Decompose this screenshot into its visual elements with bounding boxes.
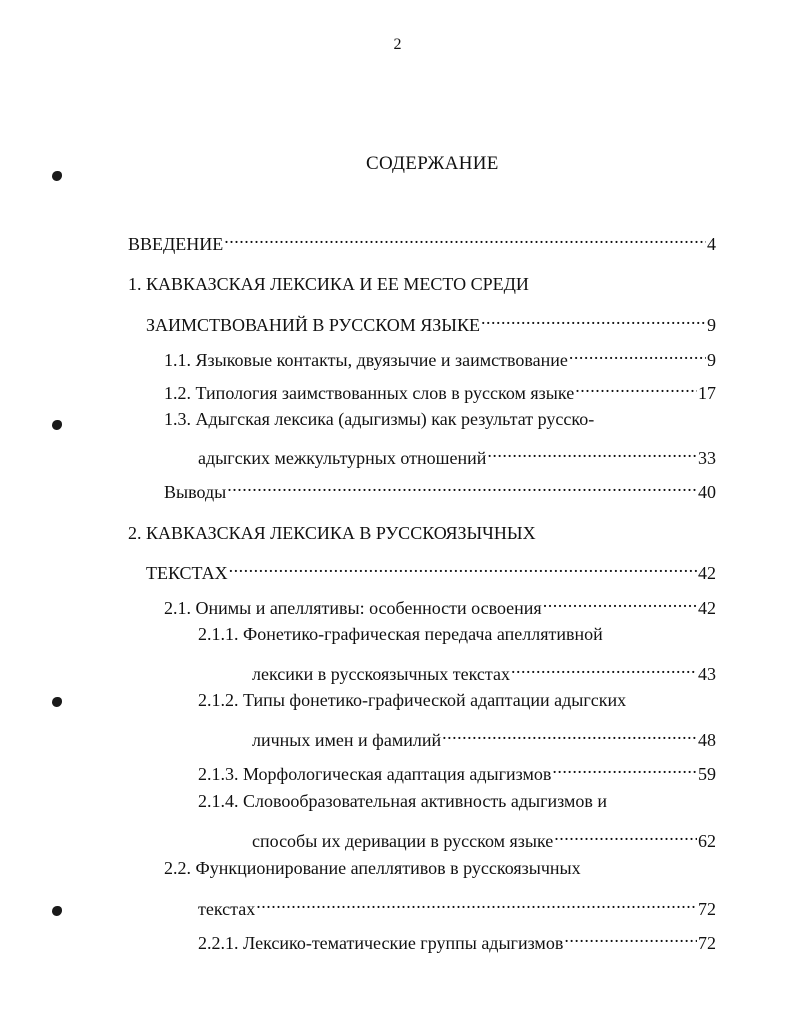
scan-mark	[52, 906, 62, 916]
toc-entry-2-2: текстах ..... 72	[198, 889, 716, 915]
toc-entry-1-3: адыгских межкультурных отношений ..... 33	[198, 438, 716, 464]
toc-entry-2-1-4: способы их деривации в русском языке ..... 62	[252, 821, 716, 847]
scan-mark	[52, 697, 62, 707]
scan-mark	[52, 420, 62, 430]
toc-entry-chapter-1: ЗАИМСТВОВАНИЙ В РУССКОМ ЯЗЫКЕ ..... 9	[146, 305, 716, 331]
toc-entry-2-1-1: лексики в русскоязычных текстах ..... 43	[252, 654, 716, 680]
toc-entry-conclusions: Выводы ..... 40	[164, 472, 716, 498]
toc-entry-2-2-line-1: 2.2. Функционирование апеллятивов в русскоязычных	[164, 858, 581, 878]
toc-entry-2-1-1-line-1: 2.1.1. Фонетико-графическая передача апеллятивной	[198, 624, 603, 644]
toc-title: СОДЕРЖАНИЕ	[366, 153, 499, 174]
toc-entry-2-1-3: 2.1.3. Морфологическая адаптация адыгизмов ..... 59	[198, 754, 716, 780]
scan-mark	[52, 171, 62, 181]
toc-entry-2-1: 2.1. Онимы и апеллятивы: особенности освоения ..... 42	[164, 588, 716, 614]
toc-entry-introduction: ВВЕДЕНИЕ ..... 4	[128, 224, 716, 250]
toc-entry-2-1-4-line-1: 2.1.4. Словообразовательная активность адыгизмов и	[198, 791, 608, 811]
toc-entry-chapter-2: ТЕКСТАХ ..... 42	[146, 553, 716, 579]
toc-entry-2-1-2: личных имен и фамилий ..... 48	[252, 720, 716, 746]
page-number: 2	[393, 36, 402, 53]
toc-entry-chapter-2-line-1: 2. КАВКАЗСКАЯ ЛЕКСИКА В РУССКОЯЗЫЧНЫХ	[128, 523, 536, 543]
toc-entry-2-1-2-line-1: 2.1.2. Типы фонетико-графической адаптации адыгских	[198, 690, 627, 710]
toc-entry-1-2: 1.2. Типология заимствованных слов в русском языке ..... 17	[164, 373, 716, 399]
toc-entry-chapter-1-line-1: 1. КАВКАЗСКАЯ ЛЕКСИКА И ЕЕ МЕСТО СРЕДИ	[128, 274, 529, 294]
toc-entry-2-2-1: 2.2.1. Лексико-тематические группы адыгизмов ..... 72	[198, 923, 716, 949]
toc-entry-1-3-line-1: 1.3. Адыгская лексика (адыгизмы) как результат русско-	[164, 409, 595, 429]
toc-entry-1-1: 1.1. Языковые контакты, двуязычие и заимствование ..... 9	[164, 340, 716, 366]
